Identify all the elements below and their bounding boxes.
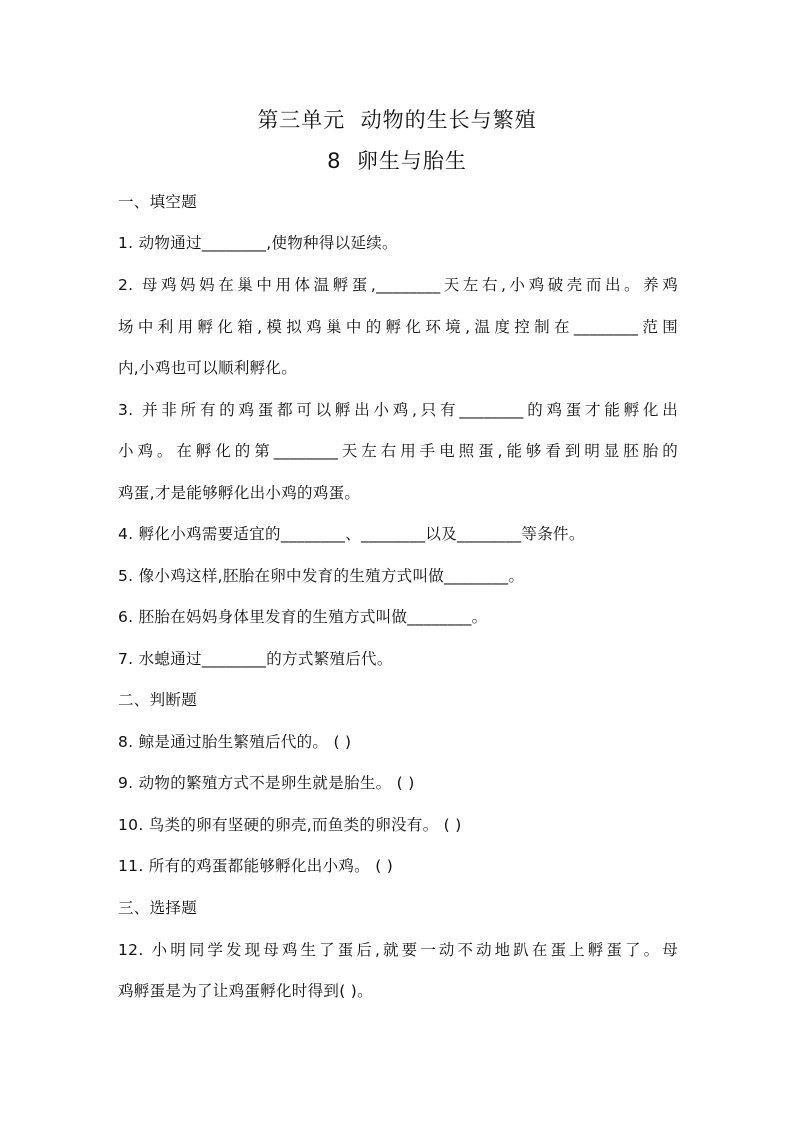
unit-title: 第三单元 动物的生长与繁殖 bbox=[257, 108, 537, 132]
question-12-line-2: 鸡孵蛋是为了让鸡蛋孵化时得到( )。 bbox=[118, 982, 373, 1000]
question-3-line-3: 鸡蛋,才是能够孵化出小鸡的鸡蛋。 bbox=[118, 484, 361, 502]
question-1: 1. 动物通过________,使物种得以延续。 bbox=[118, 234, 398, 252]
question-12-line-1: 12. 小明同学发现母鸡生了蛋后,就要一动不动地趴在蛋上孵蛋了。母 bbox=[118, 941, 678, 959]
question-5: 5. 像小鸡这样,胚胎在卵中发育的生殖方式叫做________。 bbox=[118, 567, 525, 585]
question-8: 8. 鲸是通过胎生繁殖后代的。 ( ) bbox=[118, 733, 352, 751]
question-3-line-2: 小鸡。在孵化的第________天左右用手电照蛋,能够看到明显胚胎的 bbox=[118, 442, 678, 460]
question-9: 9. 动物的繁殖方式不是卵生就是胎生。 ( ) bbox=[118, 774, 415, 792]
question-2-line-3: 内,小鸡也可以顺利孵化。 bbox=[118, 359, 298, 377]
section-heading-judge: 二、判断题 bbox=[118, 691, 198, 709]
section-heading-fill: 一、填空题 bbox=[118, 193, 198, 211]
question-11: 11. 所有的鸡蛋都能够孵化出小鸡。 ( ) bbox=[118, 857, 394, 875]
question-2-line-2: 场中利用孵化箱,模拟鸡巢中的孵化环境,温度控制在________范围 bbox=[118, 318, 678, 336]
lesson-title: 8 卵生与胎生 bbox=[327, 149, 467, 173]
question-2-line-1: 2. 母鸡妈妈在巢中用体温孵蛋,________天左右,小鸡破壳而出。养鸡 bbox=[118, 276, 678, 294]
question-10: 10. 鸟类的卵有坚硬的卵壳,而鱼类的卵没有。 ( ) bbox=[118, 816, 462, 834]
question-7: 7. 水螅通过________的方式繁殖后代。 bbox=[118, 650, 393, 668]
question-4: 4. 孵化小鸡需要适宜的________、________以及________等条件。 bbox=[118, 525, 585, 543]
section-heading-choice: 三、选择题 bbox=[118, 899, 198, 917]
question-3-line-1: 3. 并非所有的鸡蛋都可以孵出小鸡,只有________的鸡蛋才能孵化出 bbox=[118, 401, 678, 419]
question-6: 6. 胚胎在妈妈身体里发育的生殖方式叫做________。 bbox=[118, 608, 488, 626]
